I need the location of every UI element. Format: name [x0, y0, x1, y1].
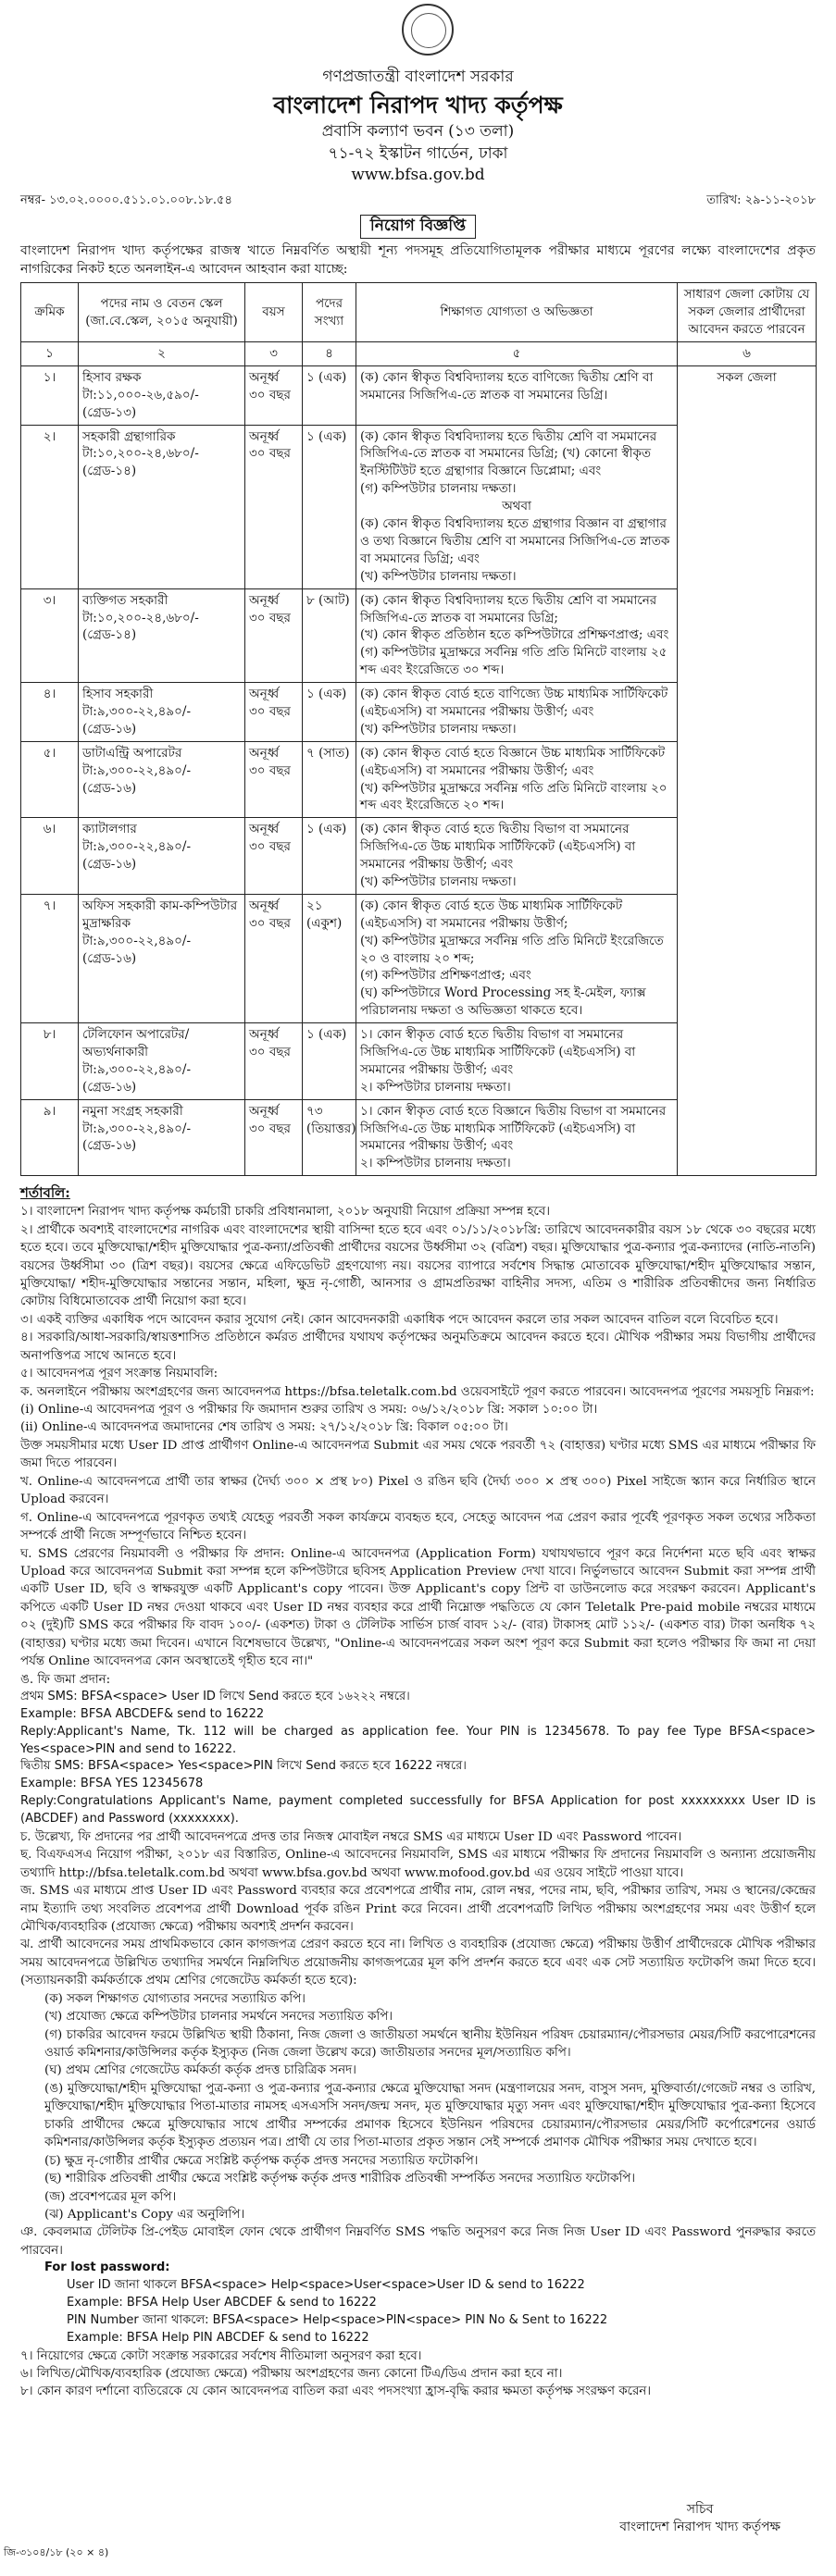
memo-date: তারিখ: ২৯-১১-২০১৮ — [706, 193, 816, 208]
sms-reply: Reply:Congratulations Applicant's Name, payment completed successfully for BFSA Application for post xxxxxxxxx User ID is (ABCDEF) and Password (xxxxxxxx). — [20, 1794, 816, 1826]
row-sl: ৯। — [21, 1099, 79, 1176]
table-header-row — [21, 283, 817, 342]
row-post — [79, 894, 245, 1022]
qualification-item: (ক) কোন স্বীকৃত বোর্ড হতে দ্বিতীয় বিভাগ বা সমমানের সিজিপিএ-তে উচ্চ মাধ্যমিক সার্টিফিকেট (এইচএসসি) বা সমমানের পরীক্ষায় উত্তীর্ণ; এবং — [360, 822, 636, 873]
row-age: অনূর্ধ্ব ৩০ বছর — [245, 365, 303, 425]
post-scale: টা:১০,২০০-২৪,৬৮০/- — [82, 446, 199, 462]
row-qualification — [356, 894, 678, 1022]
row-age: অনূর্ধ্ব ৩০ বছর — [245, 1023, 303, 1100]
post-grade: (গ্রেড-১৬) — [82, 1079, 137, 1095]
lost-password-line: Example: BFSA Help User ABCDEF & send to 16222 — [67, 2295, 377, 2310]
qualification-item: (ঘ) কম্পিউটারে Word Processing সহ ই-মেইল, ফ্যাক্স পরিচালনায় দক্ষতা ও অভিজ্ঞতা থাকতে হবে। — [360, 985, 646, 1019]
row-count: ১ (এক) — [303, 425, 356, 588]
row-sl: ১। — [21, 365, 79, 425]
condition-item: জ. SMS এর মাধ্যমে প্রাপ্ত User ID এবং Password ব্যবহার করে প্রবেশপত্রে প্রার্থীর নাম, রোল নম্বর, পদের নাম, ছবি, পরীক্ষার তারিখ, সময় ও স্থানের/কেন্দ্রের নাম ইত্যাদি তথ্য সংবলিত প্রবেশপত্র প্রার্থী Download পূর্বক রঙিন Print করে নিবেন। প্রার্থী প্রবেশপত্রটি লিখিত পরীক্ষায় অংশগ্রহণের সময় এবং উত্তীর্ণ হলে মৌখিক/ব্যবহারিক (প্রযোজ্য ক্ষেত্রে) পরীক্ষায় অবশ্যই প্রদর্শন করবেন। — [20, 1884, 816, 1934]
col-header-district: সাধারণ জেলা কোটায় যে সকল জেলার প্রার্থীদেরা আবেদন করতে পারবেন — [678, 283, 817, 342]
footer-reference: জি-৩১০৪/১৮ (২০ × ৪) — [4, 2545, 109, 2558]
post-name: টেলিফোন অপারেটর/ অভ্যর্থনাকারী — [82, 1027, 190, 1059]
post-scale: টা:৯,৩০০-২২,৪৯০/- — [82, 1061, 192, 1077]
post-scale: টা:৯,৩০০-২২,৪৯০/- (গ্রেড-১৬) — [82, 1121, 192, 1154]
column-number-row — [21, 342, 817, 366]
row-post — [79, 741, 245, 818]
post-name: হিসাব রক্ষক — [82, 369, 142, 385]
row-age: অনূর্ধ্ব ৩০ বছর — [245, 1099, 303, 1176]
row-sl: ২। — [21, 425, 79, 588]
col-header-post: পদের নাম ও বেতন স্কেল (জা.বে.স্কেল, ২০১৫ অনুযায়ী) — [79, 283, 245, 342]
signatory-org: বাংলাদেশ নিরাপদ খাদ্য কর্তৃপক্ষ — [619, 2520, 780, 2535]
row-sl: ৬। — [21, 818, 79, 895]
document-item: (ঙ) মুক্তিযোদ্ধা/শহীদ মুক্তিযোদ্ধা পুত্র-কন্যা ও পুত্র-কন্যার পুত্র-কন্যার ক্ষেত্রে মুক্তিযোদ্ধা সনদ (মন্ত্রণালয়ের সনদ, বাসুস সনদ, মুক্তিবার্তা/গেজেট নম্বর ও তারিখ, মুক্তিযোদ্ধা/শহীদ মুক্তিযোদ্ধার পিতা-মাতার নামসহ এসএসসি সনদ/জন্ম সনদ, মৃত মুক্তিযোদ্ধার মৃত্যু সনদ এবং মুক্তিযোদ্ধা/শহীদ মুক্তিযোদ্ধার পুত্র-কন্যা হিসেবে চাকরি প্রার্থীদের ক্ষেত্রে মুক্তিযোদ্ধার সাথে প্রার্থীর সম্পর্কের প্রমাণক হিসেবে ইউনিয়ন পরিষদের চেয়ারম্যান/পৌরসভার মেয়র/সিটি কর্পোরেশনের ওয়ার্ড কমিশনার/কাউন্সিলর কর্তৃক ইস্যুকৃত প্রত্যয়ন পত্র। প্রার্থী যে তার পিতা-মাতার প্রকৃত সন্তান সেই সম্পর্কে প্রমাণক মৌখিক পরীক্ষার সময় দেখাতে হবে। — [44, 2081, 816, 2150]
qualification-item: (গ) কম্পিউটার প্রশিক্ষণপ্রাপ্ত; এবং — [360, 968, 531, 984]
document-item: (গ) চাকরির আবেদন ফরমে উল্লিখিত স্থায়ী ঠিকানা, নিজ জেলা ও জাতীয়তা সমর্থনে স্থানীয় ইউনিয়ন পরিষদ চেয়ারম্যান/পৌরসভার মেয়র/সিটি করপোরেশনের ওয়ার্ড কমিশনার/কাউন্সিলর কর্তৃক ইস্যুকৃত (নিজ জেলা উল্লেখ করে) জাতীয়তার সনদের মূল/সত্যায়িত কপি। — [44, 2027, 816, 2061]
qualification-item: (খ) কম্পিউটার চালনায় দক্ষতা। — [360, 721, 517, 737]
row-post — [79, 425, 245, 588]
post-grade: (গ্রেড-১৪) — [82, 464, 137, 479]
row-age: অনূর্ধ্ব ৩০ বছর — [245, 741, 303, 818]
post-grade: (গ্রেড-১৬) — [82, 950, 137, 966]
col-header-count: পদের সংখ্যা — [303, 283, 356, 342]
document-item: (ক) সকল শিক্ষাগত যোগ্যতার সনদের সত্যায়িত কপি। — [44, 1991, 306, 2006]
row-count: ৭৩ (তিয়াত্তর) — [303, 1099, 356, 1176]
row-post — [79, 1023, 245, 1100]
qualification-or: অথবা — [502, 499, 531, 514]
post-grade: (গ্রেড-১৬) — [82, 721, 137, 737]
row-count: ১ (এক) — [303, 365, 356, 425]
condition-item: ঞ. কেবলমাত্র টেলিটক প্রি-পেইড মোবাইল ফোন থেকে প্রার্থীগণ নিম্নবর্ণিত SMS পদ্ধতি অনুসরণ করে নিজ নিজ User ID এবং Password পুনরুদ্ধার করতে পারবেন। — [20, 2225, 816, 2258]
row-qualification — [356, 683, 678, 742]
signature-block — [619, 2501, 780, 2537]
qualification-item: ১। কোন স্বীকৃত বোর্ড হতে বিজ্ঞানে দ্বিতীয় বিভাগ বা সমমানের সিজিপিএ-তে উচ্চ মাধ্যমিক সার্টিফিকেট (এইচএসসি) বা সমমানের পরীক্ষায় উত্তীর্ণ; এবং — [360, 1103, 667, 1154]
qualification-item: (ক) কোন স্বীকৃত বিশ্ববিদ্যালয় হতে দ্বিতীয় শ্রেণি বা সমমানের সিজিপিএ-তে স্নাতক বা সমমানের ডিগ্রি; — [360, 592, 657, 625]
qualification-item: (গ) কম্পিউটার মুদ্রাক্ষরে সর্বনিম্ন গতি প্রতি মিনিটে বাংলায় ২৫ শব্দ এবং ইংরেজিতে ৩০ শব্দ। — [360, 645, 668, 678]
signatory-title: সচিব — [686, 2501, 714, 2517]
row-age: অনূর্ধ্ব ৩০ বছর — [245, 588, 303, 682]
condition-item: ঝ. প্রার্থী আবেদনের সময় প্রাথমিকভাবে কোন কাগজপত্র প্রেরণ করতে হবে না। লিখিত ও ব্যবহারিক (প্রযোজ্য ক্ষেত্রে) পরীক্ষায় উত্তীর্ণ প্রার্থীদেরকে মৌখিক পরীক্ষার সময় আবেদনপত্রে উল্লিখিত তথ্যাদির সমর্থনে নিম্নলিখিত প্রয়োজনীয় কাগজপত্রের মূল কপি প্রদর্শন করতে হবে এবং এক সেট সত্যায়িত ফটোকপি জমা দিতে হবে। (সত্যায়নকারী কর্মকর্তাকে প্রথম শ্রেণির গেজেটেড কর্মকর্তা হতে হবে): — [20, 1938, 816, 1988]
government-seal-icon — [402, 4, 454, 56]
post-name: নমুনা সংগ্রহ সহকারী — [82, 1103, 183, 1119]
qualification-item: ২। কম্পিউটার চালনায় দক্ষতা। — [360, 1156, 511, 1171]
condition-item: চ. উল্লেখ্য, ফি প্রদানের পর প্রার্থী আবেদনপত্রে প্রদত্ত তার নিজস্ব মোবাইল নম্বরে SMS এর মাধ্যমে User ID এবং Password পাবেন। — [20, 1829, 682, 1844]
condition-item: ১। বাংলাদেশ নিরাপদ খাদ্য কর্তৃপক্ষ কর্মচারী চাকরি প্রবিধানমালা, ২০১৮ অনুযায়ী নিয়োগ প্রক্রিয়া সম্পন্ন হবে। — [20, 1205, 551, 1220]
row-qualification — [356, 818, 678, 895]
sms-reply: Reply:Applicant's Name, Tk. 112 will be charged as application fee. Your PIN is 12345678. To pay fee Type BFSA<space> Yes<space>PIN and send to 16222. — [20, 1724, 816, 1756]
document-item: (চ) ক্ষুদ্র নৃ-গোষ্ঠীর প্রার্থীর ক্ষেত্রে সংশ্লিষ্ট কর্তৃপক্ষ কর্তৃক প্রদত্ত সনদের সত্যায়িত ফটোকপি। — [44, 2153, 479, 2168]
row-qualification — [356, 1099, 678, 1176]
condition-item: ৮। কোন কারণ দর্শানো ব্যতিরেকে যে কোন আবেদনপত্র বাতিল করা এবং পদসংখ্যা হ্রাস-বৃদ্ধি করার ক্ষমতা কর্তৃপক্ষ সংরক্ষণ করেন। — [20, 2384, 652, 2399]
post-name: ডাটাএন্ট্রি অপারেটর — [82, 745, 182, 761]
row-age: অনূর্ধ্ব ৩০ বছর — [245, 425, 303, 588]
post-scale: টা:৯,৩০০-২২,৪৯০/- — [82, 839, 192, 855]
row-post — [79, 365, 245, 425]
condition-item: ছ. বিএফএসএ নিয়োগ পরীক্ষা, ২০১৮ এর বিস্তারিত, Online-এ আবেদনের নিয়মাবলি, SMS এর মাধ্যমে পরীক্ষার ফি প্রদানের নিয়মাবলি ও অন্যান্য প্রয়োজনীয় তথ্যাদি http://bfsa.teletalk.com.bd অথবা www.bfsa.gov.bd অথবা www.mofood.gov.bd এর ওয়েব সাইটে পাওয়া যাবে। — [20, 1848, 817, 1880]
row-count: ১ (এক) — [303, 818, 356, 895]
lost-password-title: For lost password: — [44, 2260, 170, 2275]
condition-item: ৩। একই ব্যক্তির একাধিক পদে আবেদন করার সুযোগ নেই। কোন আবেদনকারী একাধিক পদে আবেদন করলে তার সকল আবেদন বাতিল বলে বিবেচিত হবে। — [20, 1312, 779, 1327]
row-sl: ৪। — [21, 683, 79, 742]
condition-item: ঙ. ফি জমা প্রদান: — [20, 1672, 111, 1687]
post-grade: (গ্রেড-১৩) — [82, 404, 137, 420]
header — [20, 0, 816, 187]
conditions-list — [20, 1203, 816, 2401]
org-name: বাংলাদেশ নিরাপদ খাদ্য কর্তৃপক্ষ — [273, 91, 563, 118]
post-scale: টা:৯,৩০০-২২,৪৯০/- — [82, 762, 192, 778]
row-sl: ৮। — [21, 1023, 79, 1100]
qualification-item: (খ) কম্পিউটার চালনায় দক্ষতা। — [360, 873, 517, 889]
sms-instruction: প্রথম SMS: BFSA<space> User ID লিখে Send করতে হবে ১৬২২২ নম্বরে। — [20, 1690, 410, 1704]
condition-item: ক. অনলাইনে পরীক্ষায় অংশগ্রহণের জন্য আবেদনপত্র https://bfsa.teletalk.com.bd ওয়েবসাইটে পূরণ করতে পারবেন। আবেদনপত্র পূরণের সময়সূচি নিম্নরূপ: — [20, 1384, 815, 1399]
post-name: হিসাব সহকারী — [82, 687, 154, 702]
condition-item: ৫। আবেদনপত্র পূরণ সংক্রান্ত নিয়মাবলি: — [20, 1367, 218, 1381]
condition-item: উক্ত সময়সীমার মধ্যে User ID প্রাপ্ত প্রার্থীগণ Online-এ আবেদনপত্র Submit এর সময় থেকে পরবর্তী ৭২ (বাহাত্তর) ঘণ্টার মধ্যে SMS এর মাধ্যমে পরীক্ষার ফি জমা দিতে পারবেন। — [20, 1438, 816, 1471]
condition-item: ৪। সরকারি/আধা-সরকারি/স্বায়ত্তশাসিত প্রতিষ্ঠানে কর্মরত প্রার্থীদের যথাযথ কর্তৃপক্ষের অনুমতিক্রমে আবেদন করতে হবে। মৌখিক পরীক্ষার সময় বিভাগীয় প্রার্থীদের অনাপত্তিপত্র সাথে আনতে হবে। — [20, 1331, 816, 1363]
col-number: ৫ — [356, 342, 678, 366]
address: ৭১-৭২ ইস্কাটন গার্ডেন, ঢাকা — [328, 143, 508, 163]
memo-number: নম্বর- ১৩.০২.০০০০.৫১১.০১.০০৮.১৮.৫৪ — [20, 193, 232, 208]
post-scale: টা:৯,৩০০-২২,৪৯০/- — [82, 703, 192, 719]
post-name: ক্যাটালগার — [82, 822, 137, 837]
post-grade: (গ্রেড-১৪) — [82, 627, 137, 643]
col-header-qualification: শিক্ষাগত যোগ্যতা ও অভিজ্ঞতা — [356, 283, 678, 342]
row-qualification — [356, 588, 678, 682]
row-age: অনূর্ধ্ব ৩০ বছর — [245, 894, 303, 1022]
col-header-sl: ক্রমিক — [21, 283, 79, 342]
row-qualification — [356, 365, 678, 425]
qualification-item: (ক) কোন স্বীকৃত বিশ্ববিদ্যালয় হতে বাণিজ্যে দ্বিতীয় শ্রেণি বা সমমানের সিজিপিএ-তে স্নাতক বা সমমানের ডিগ্রি। — [360, 369, 654, 402]
sms-instruction: দ্বিতীয় SMS: BFSA<space> Yes<space>PIN লিখে Send করতে হবে 16222 নম্বরে। — [20, 1759, 467, 1774]
row-count: ৮ (আট) — [303, 588, 356, 682]
qualification-item: (গ) কম্পিউটার চালনায় দক্ষতা। — [360, 481, 517, 497]
post-grade: (গ্রেড-১৬) — [82, 780, 137, 796]
col-number: ৬ — [678, 342, 817, 366]
document-item: (ছ) শারীরিক প্রতিবন্ধী প্রার্থীর ক্ষেত্রে সংশ্লিষ্ট কর্তৃপক্ষ কর্তৃক প্রদত্ত শারীরিক প্রতিবন্ধী সম্পর্কিত সনদের সত্যায়িত ফটোকপি। — [44, 2172, 636, 2186]
govt-name: গণপ্রজাতন্ত্রী বাংলাদেশ সরকার — [322, 68, 514, 86]
website: www.bfsa.gov.bd — [351, 166, 485, 185]
post-name: ব্যক্তিগত সহকারী — [82, 592, 168, 608]
row-sl: ৩। — [21, 588, 79, 682]
row-post — [79, 683, 245, 742]
qualification-item: ১। কোন স্বীকৃত বোর্ড হতে দ্বিতীয় বিভাগ বা সমমানের সিজিপিএ-তে উচ্চ মাধ্যমিক সার্টিফিকেট (এইচএসসি) বা সমমানের পরীক্ষায় উত্তীর্ণ; এবং — [360, 1027, 636, 1077]
condition-item: খ. Online-এ আবেদনপত্রে প্রার্থী তার স্বাক্ষর (দৈর্ঘ্য ৩০০ × প্রস্থ ৮০) Pixel ও রঙিন ছবি (দৈর্ঘ্য ৩০০ × প্রস্থ ৩০০) Pixel সাইজে স্ক্যান করে নির্ধারিত স্থানে Upload করবেন। — [20, 1474, 816, 1507]
row-qualification — [356, 1023, 678, 1100]
post-scale: টা:১১,০০০-২৬,৫৯০/- — [82, 387, 199, 402]
row-age: অনূর্ধ্ব ৩০ বছর — [245, 683, 303, 742]
condition-item: গ. Online-এ আবেদনপত্রে পূরণকৃত তথ্যই যেহেতু পরবর্তী সকল কার্যক্রমে ব্যবহৃত হবে, সেহেতু আবেদন পত্র প্রেরণ করার পূর্বেই পূরণকৃত সকল তথ্যের সঠিকতা সম্পর্কে প্রার্থী নিজে সম্পূর্ণভাবে নিশ্চিত হবেন। — [20, 1510, 816, 1543]
post-scale: টা:১০,২০০-২৪,৬৮০/- — [82, 610, 199, 625]
qualification-item: (ক) কোন স্বীকৃত বিশ্ববিদ্যালয় হতে গ্রন্থাগার বিজ্ঞান বা গ্রন্থাগার ও তথ্য বিজ্ঞানে দ্বিতীয় শ্রেণি বা সমমানের সিজিপিএ-তে স্নাতক বা সমমানের ডিগ্রি; এবং — [360, 516, 670, 566]
row-sl: ৭। — [21, 894, 79, 1022]
table-row — [21, 365, 817, 425]
condition-item: ৭। নিয়োগের ক্ষেত্রে কোটা সংক্রান্ত সরকারের সর্বশেষ নীতিমালা অনুসরণ করা হবে। — [20, 2348, 422, 2363]
lost-password-line: User ID জানা থাকলে BFSA<space> Help<space>User<space>User ID & send to 16222 — [67, 2278, 585, 2293]
memo-row — [20, 192, 816, 209]
condition-item: (ii) Online-এ আবেদনপত্র জমাদানের শেষ তারিখ ও সময়: ২৭/১২/২০১৮ খ্রি: বিকাল ০৫:০০ টা। — [20, 1420, 508, 1435]
qualification-item: (খ) কম্পিউটার চালনায় দক্ষতা। — [360, 568, 517, 584]
row-post — [79, 818, 245, 895]
sms-example: Example: BFSA ABCDEF& send to 16222 — [20, 1706, 265, 1721]
district-quota-cell: সকল জেলা — [678, 365, 817, 1175]
row-count: ৭ (সাত) — [303, 741, 356, 818]
row-count: ১ (এক) — [303, 683, 356, 742]
sms-example: Example: BFSA YES 12345678 — [20, 1777, 204, 1791]
qualification-item: (ক) কোন স্বীকৃত বিশ্ববিদ্যালয় হতে দ্বিতীয় শ্রেণি বা সমমানের সিজিপিএ-তে স্নাতক বা সমমানের ডিগ্রি; (খ) কোনো স্বীকৃত ইনস্টিটিউট হতে গ্রন্থাগার বিজ্ঞানে ডিপ্লোমা; এবং — [360, 428, 657, 479]
condition-item: ২। প্রার্থীকে অবশ্যই বাংলাদেশের নাগরিক এবং বাংলাদেশের স্থায়ী বাসিন্দা হতে হবে এবং ০১/১১/২০১৮খ্রি: তারিখে আবেদনকারীর বয়স ১৮ থেকে ৩০ বছরের মধ্যে হতে হবে। তবে মুক্তিযোদ্ধা/শহীদ মুক্তিযোদ্ধার পুত্র-কন্যা/প্রতিবন্ধী প্রার্থীদের বয়সের উর্ধ্বসীমা ৩২ (বত্রিশ) বছর। মুক্তিযোদ্ধার পুত্র-কন্যার পুত্র-কন্যাদের (নাতি-নাতনি) বয়সের উর্ধ্বসীমা ৩০ (ত্রিশ বছর)। বয়সের ক্ষেত্রে এফিডেভিট গ্রহণযোগ্য নয়। বয়সের ব্যাপারে সর্বশেষ সিদ্ধান্ত মোতাবেক মুক্তিযোদ্ধা/শহীদ মুক্তিযোদ্ধার সন্তান, মুক্তিযোদ্ধা/ শহীদ-মুক্তিযোদ্ধার সন্তানের সন্তান, মহিলা, ক্ষুদ্র নৃ-গোষ্ঠী, আনসার ও গ্রামপ্রতিরক্ষা বাহিনীর সদস্য, এতিম ও শারীরিক প্রতিবন্ধীদের জন্য নির্ধারিত কোটায় বিধিমোতাবেক প্রার্থী নিয়োগ করা হবে। — [20, 1222, 816, 1309]
notice-title — [20, 215, 816, 239]
col-number: ৩ — [245, 342, 303, 366]
lost-password-line: Example: BFSA Help PIN ABCDEF & send to 16222 — [67, 2330, 369, 2345]
document-item: (খ) প্রযোজ্য ক্ষেত্রে কম্পিউটার চালনার সমর্থনে সনদের সত্যায়িত কপি। — [44, 2010, 393, 2025]
row-qualification — [356, 741, 678, 818]
qualification-item: (ক) কোন স্বীকৃত বোর্ড হতে বিজ্ঞানে উচ্চ মাধ্যমিক সার্টিফিকেট (এইচএসসি) বা সমমানের পরীক্ষায় উত্তীর্ণ; এবং — [360, 745, 666, 778]
posts-table — [20, 282, 817, 1176]
qualification-item: (খ) কম্পিউটার মুদ্রাক্ষরে সর্বনিম্ন গতি প্রতি মিনিটে বাংলায় ২০ শব্দ এবং ইংরেজিতে ২০ শব্দ। — [360, 780, 668, 813]
row-sl: ৫। — [21, 741, 79, 818]
col-number: ২ — [79, 342, 245, 366]
col-number: ৪ — [303, 342, 356, 366]
row-count: ২১ (একুশ) — [303, 894, 356, 1022]
condition-item: ৬। লিখিত/মৌখিক/ব্যবহারিক (প্রযোজ্য ক্ষেত্রে) পরীক্ষায় অংশগ্রহণের জন্য কোনো টিএ/ডিএ প্রদান করা হবে না। — [20, 2366, 563, 2381]
row-qualification — [356, 425, 678, 588]
row-age: অনূর্ধ্ব ৩০ বছর — [245, 818, 303, 895]
post-grade: (গ্রেড-১৬) — [82, 857, 137, 873]
qualification-item: ২। কম্পিউটার চালনায় দক্ষতা। — [360, 1079, 511, 1095]
intro-paragraph: বাংলাদেশ নিরাপদ খাদ্য কর্তৃপক্ষের রাজস্ব খাতে নিম্নবর্ণিত অস্থায়ী শূন্য পদসমূহ প্রতিযোগিতামূলক পরীক্ষার মাধ্যমে পূরণের লক্ষ্যে বাংলাদেশের প্রকৃত নাগরিকের নিকট হতে অনলাইন-এ আবেদন আহবান করা যাচ্ছে: — [20, 243, 816, 277]
qualification-item: (ক) কোন স্বীকৃত বোর্ড হতে বাণিজ্যে উচ্চ মাধ্যমিক সার্টিফিকেট (এইচএসসি) বা সমমানের পরীক্ষায় উত্তীর্ণ; এবং — [360, 687, 668, 719]
notice-title-text: নিয়োগ বিজ্ঞপ্তি — [360, 215, 476, 239]
col-number: ১ — [21, 342, 79, 366]
col-header-age: বয়স — [245, 283, 303, 342]
document-item: (ঝ) Applicant's Copy এর অনুলিপি। — [44, 2207, 245, 2222]
document-item: (জ) প্রবেশপত্রের মূল কপি। — [44, 2189, 177, 2204]
building: প্রবাসি কল্যাণ ভবন (১৩ তলা) — [321, 121, 515, 141]
conditions-title: শর্তাবলি: — [20, 1184, 70, 1202]
condition-item: (i) Online-এ আবেদনপত্র পূরণ ও পরীক্ষার ফি জমাদান শুরুর তারিখ ও সময়: ০৬/১২/২০১৮ খ্রি: সকাল ১০:০০ টা। — [20, 1403, 598, 1418]
post-name: সহকারী গ্রন্থাগারিক — [82, 428, 176, 444]
qualification-item: (ক) কোন স্বীকৃত বোর্ড হতে উচ্চ মাধ্যমিক সার্টিফিকেট (এইচএসসি) বা সমমানের পরীক্ষায় উত্তীর্ণ; — [360, 898, 623, 931]
post-name: অফিস সহকারী কাম-কম্পিউটার মুদ্রাক্ষরিক টা:৯,৩০০-২২,৪৯০/- — [82, 898, 238, 948]
qualification-item: (খ) কম্পিউটার মুদ্রাক্ষরে সর্বনিম্ন গতি প্রতি মিনিটে ইংরেজিতে ২০ ও বাংলায় ২০ শব্দ; — [360, 933, 664, 966]
condition-item: ঘ. SMS প্রেরণের নিয়মাবলী ও পরীক্ষার ফি প্রদান: Online-এ আবেদনপত্র (Application Form) যথাযথভাবে পূরণ করে নির্দেশনা মতে ছবি এবং স্বাক্ষর Upload করে আবেদনপত্র Submit করা সম্পন্ন হলে কম্পিউটারে ছবিসহ Application Preview দেখা যাবে। নির্ভুলভাবে আবেদন Submit করা সম্পন্ন প্রার্থী একটি User ID, ছবি ও স্বাক্ষরযুক্ত একটি Applicant's copy পাবেন। উক্ত Applicant's copy প্রিন্ট বা ডাউনলোড করে সংরক্ষণ করবেন। Applicant's কপিতে একটি User ID নম্বর দেওয়া থাকবে এবং User ID নম্বর ব্যবহার করে প্রার্থী নিম্নোক্ত পদ্ধতিতে যে কোন Teletalk Pre-paid mobile নম্বরের মাধ্যমে ০২ (দুই)টি SMS করে পরীক্ষার ফি বাবদ ১০০/- (একশত) টাকা ও টেলিটক সার্ভিস চার্জ বাবদ ১২/- (বার) টাকাসহ মোট ১১২/- (একশত বার) টাকা অনধিক ৭২ (বাহাত্তর) ঘণ্টার মধ্যে জমা দিবেন। এখানে বিশেষভাবে উল্লেখ্য, "Online-এ আবেদনপত্রের সকল অংশ পূরণ করে Submit করা হলেও পরীক্ষার ফি জমা না দেয়া পর্যন্ত Online আবেদনপত্র কোন অবস্থাতেই গৃহীত হবে না।" — [20, 1546, 816, 1669]
lost-password-line: PIN Number জানা থাকলে: BFSA<space> Help<space>PIN<space> PIN No & Sent to 16222 — [67, 2312, 608, 2327]
row-post — [79, 588, 245, 682]
row-count: ১ (এক) — [303, 1023, 356, 1100]
qualification-item: (খ) কোন স্বীকৃত প্রতিষ্ঠান হতে কম্পিউটারে প্রশিক্ষণপ্রাপ্ত; এবং — [360, 627, 669, 643]
row-post — [79, 1099, 245, 1176]
document-item: (ঘ) প্রথম শ্রেণির গেজেটেড কর্মকর্তা কর্তৃক প্রদত্ত চারিত্রিক সনদ। — [44, 2063, 356, 2078]
